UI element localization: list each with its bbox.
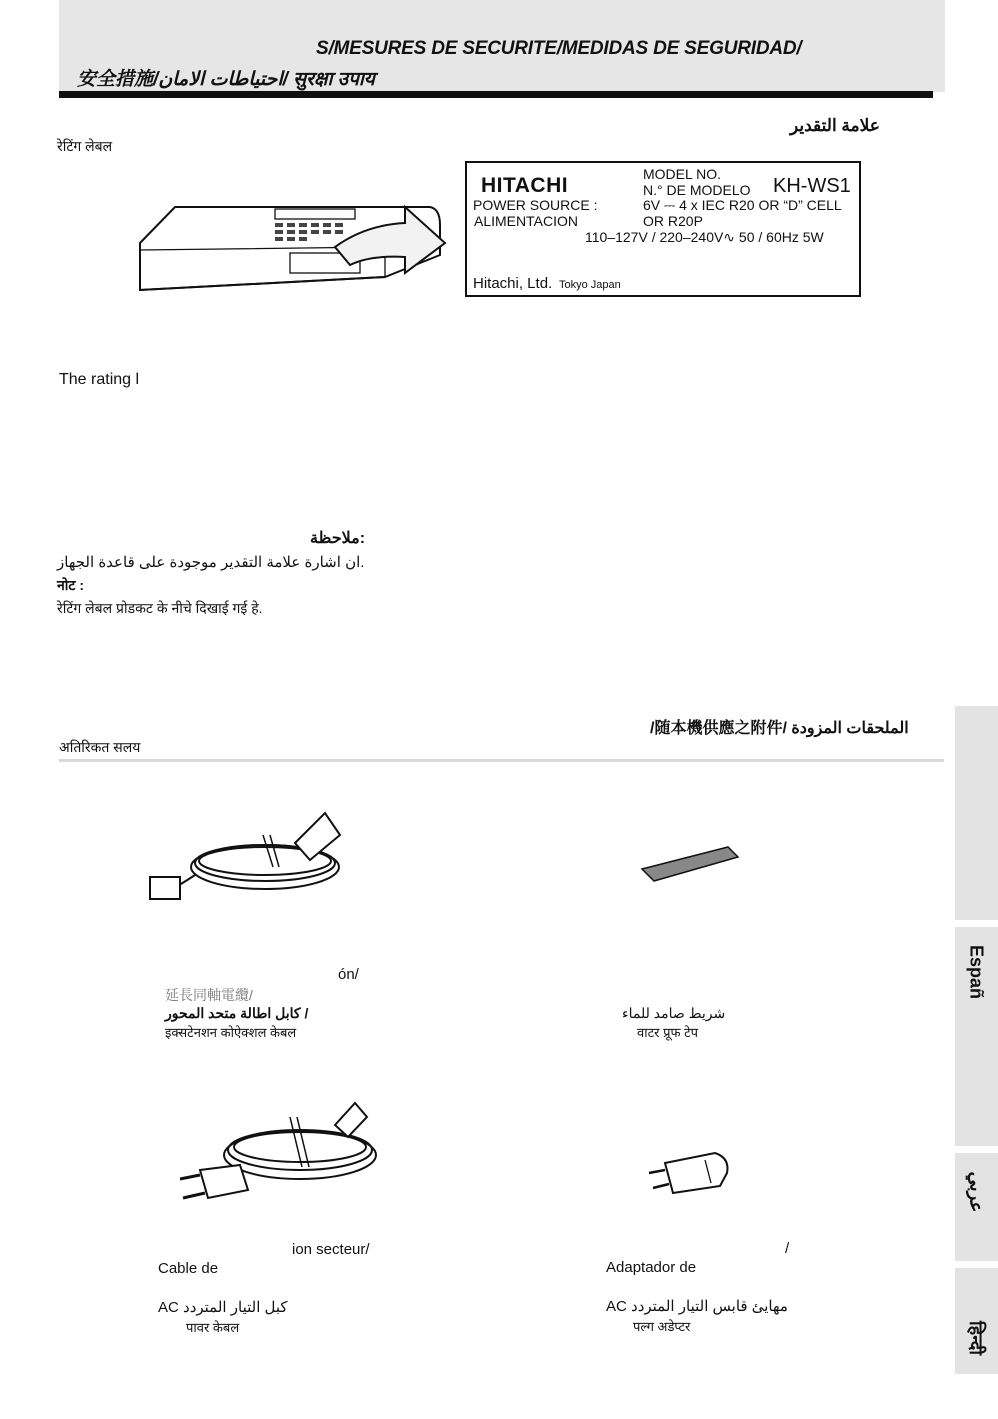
rating-label-model-code: KH-WS1 <box>773 175 851 197</box>
power-cord-label-line2: Cable de <box>158 1260 219 1277</box>
side-tab-blank <box>955 706 998 920</box>
adaptor-label-ar: AC مهايئ قابس التيار المتردد <box>606 1298 788 1315</box>
note-text-arabic: ان اشارة علامة التقدير موجودة على قاعدة الجهاز. <box>57 554 365 571</box>
rating-label-maker-location: Tokyo Japan <box>559 279 621 291</box>
tape-label-hi: वाटर प्रूफ टेप <box>637 1025 699 1040</box>
coaxial-cable-illustration <box>145 805 345 915</box>
tape-label-ar: شريط صامد للماء <box>622 1005 726 1021</box>
coax-label-ar: كابل اطالة متحد المحور / <box>165 1005 309 1021</box>
rating-title-arabic: علامة التقدير <box>790 116 880 135</box>
coax-label-zh: 延長同軸電纜/ <box>165 987 253 1003</box>
plug-adaptor-illustration <box>645 1148 735 1198</box>
waterproof-tape-illustration <box>640 845 740 885</box>
power-cord-label-ar: AC كبل التيار المتردد <box>158 1299 288 1316</box>
adaptor-label-line1: Adaptador de <box>606 1259 697 1276</box>
adaptor-label-hi: पल्ग अडेप्टर <box>633 1319 691 1334</box>
power-cord-label-line1: ion secteur/ <box>292 1241 370 1258</box>
coax-label-hi: इक्सटेनशन कोऐक्शल केबल <box>165 1025 297 1040</box>
accessories-title-hindi: अतिरिकत सलय <box>59 739 141 755</box>
note-title-hindi: नोट : <box>57 577 85 593</box>
rating-title-hindi: रेटिंग लेबल <box>57 138 113 154</box>
power-cord-label-hi: पावर केबल <box>186 1320 240 1335</box>
rating-label-alimentacion: ALIMENTACION <box>474 213 578 229</box>
side-tab-spanish-label: Españ <box>966 944 987 1000</box>
rating-label-power-source: POWER SOURCE : <box>473 197 598 213</box>
side-tab-arabic-label: عربي <box>966 1171 987 1213</box>
rating-label-brand: HITACHI <box>481 174 569 197</box>
note-text-hindi: रेटिंग लेबल प्रोडकट के नीचे दिखाई गई हे. <box>57 600 263 616</box>
accessories-title: /随本機供應之附件/ الملحقات المزودة <box>650 720 909 737</box>
header-title-line1: S/MESURES DE SECURITE/MEDIDAS DE SEGURIDAD/ <box>316 38 802 59</box>
adaptor-label-slash: / <box>785 1240 790 1257</box>
rating-label-dc-spec2: OR R20P <box>643 213 703 229</box>
rating-note-english: The rating l <box>59 371 140 388</box>
rating-label-ac-spec: 110–127V / 220–240V∿ 50 / 60Hz 5W <box>585 229 824 245</box>
section-divider <box>59 759 944 762</box>
rating-label-maker: Hitachi, Ltd. <box>473 275 553 292</box>
side-tab-hindi-label: हिन्दी <box>966 1320 986 1356</box>
rating-label-dc-spec: 6V ⎓ 4 x IEC R20 OR “D” CELL <box>643 197 842 213</box>
device-underside-illustration <box>135 195 455 305</box>
header-title-line2: 安全措施/احتياطات الامان/ सुरक्षा उपाय <box>77 69 375 90</box>
rating-label-model-no-es: N.° DE MODELO <box>643 182 751 198</box>
coax-label-es: ón/ <box>338 966 359 983</box>
header-rule <box>59 91 933 98</box>
power-cord-illustration <box>170 1095 380 1210</box>
rating-label-model-no: MODEL NO. <box>643 166 722 182</box>
note-title-arabic: ملاحظة: <box>310 530 366 547</box>
